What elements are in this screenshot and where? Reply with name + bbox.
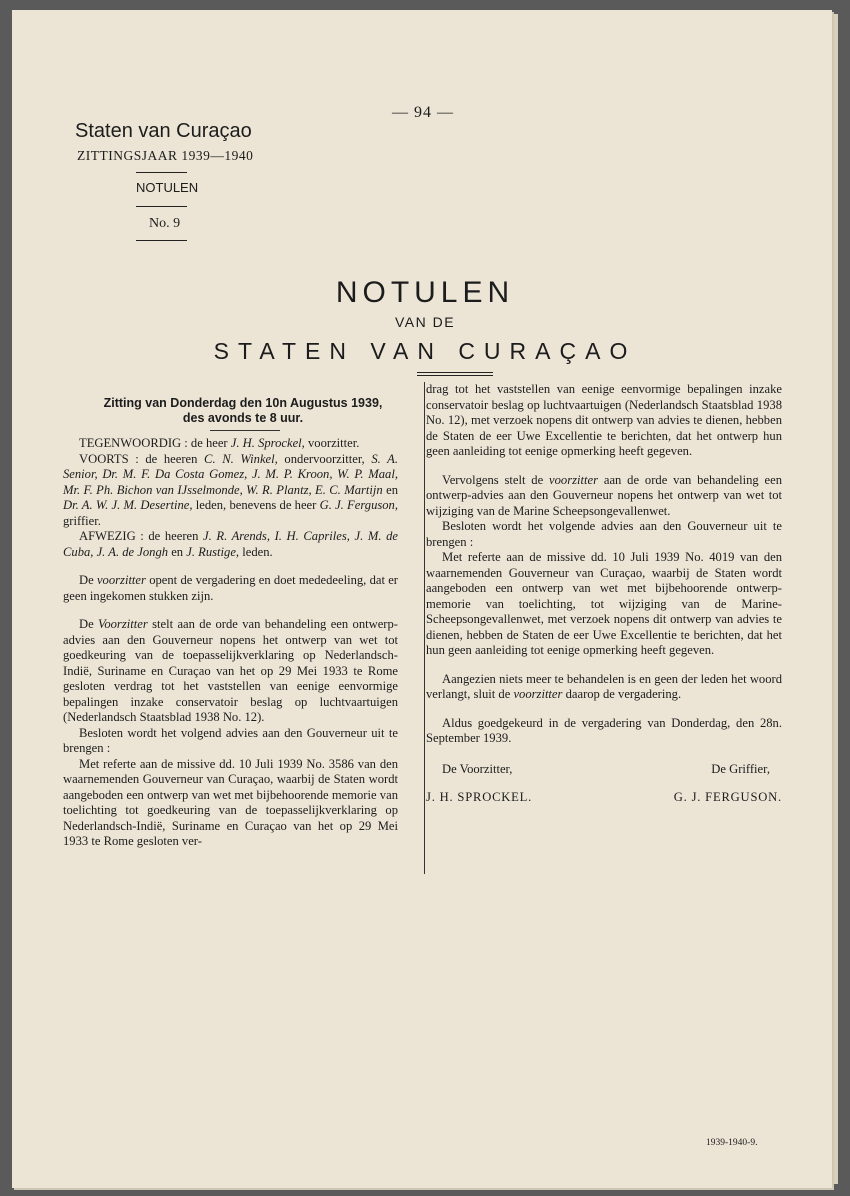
paragraph-decision: Besloten wordt het volgend advies aan den Gouverneur uit te brengen : [63,725,398,755]
column-divider [424,382,425,874]
main-title-staten: STATEN VAN CURAÇAO [213,338,637,364]
session-rule [210,430,280,431]
paragraph-agenda-2: Vervolgens stelt de voorzitter aan de orde van behandeling een ontwerp-advies aan den Gouverneur nopens het ontwerp van wet tot wijziging van de Marine Scheepsongevallenwet. [426,472,782,518]
footer-code: 1939-1940-9. [706,1138,758,1148]
paragraph-advice: Met referte aan de missive dd. 10 Juli 1939 No. 3586 van den waarnemenden Gouverneur van Curaçao, waarbij de Staten wordt aangeboden een ontwerp van wet met bijbehoorende memorie van toelichting tot goedkeuring van de toepasselijkverklaring op Nederlandsch-Indië, Suriname en Curaçao van het op 29 Mei 1933 te Rome gesloten ver- [63,756,398,848]
chairman-role: De Voorzitter, [442,761,513,776]
session-heading [63,396,423,426]
clerk-role: De Griffier, [711,761,770,776]
page-edge [832,14,838,1184]
paragraph-agenda: De Voorzitter stelt aan de orde van behandeling een ontwerp-advies aan den Gouverneur nopens het ontwerp van wet tot goedkeuring van de toepasselijkverklaring op Nederlandsch-Indië, Suriname en Curaçao van het op 29 Mei 1933 te Rome gesloten verdrag tot het vaststellen van eenige eenvormige bepalingen inzake conservatoir beslag op luchtvaartuigen (Nederlandsch Staatsblad 1938 No. 12). [63,617,398,724]
header-rule [136,240,187,241]
clerk-name: G. J. FERGUSON. [673,790,782,804]
signature-names [426,790,782,806]
paragraph-closing: Aangezien niets meer te behandelen is en geen der leden het woord verlangt, sluit de voorzitter daarop de vergadering. [426,671,782,701]
left-column [63,436,398,850]
paragraph-advice-cont: drag tot het vaststellen van eenige eenvormige bepalingen inzake conservatoir beslag op luchtvaartuigen (Nederlandsch Staatsblad 1938 No. 12), met verzoek nopens dit ontwerp van advies te dienen, hebben de Staten de eer Uwe Excellentie te berichten, dat het ontwerp hun geen aanleiding tot eenige opmerking heeft gegeven. [426,382,782,458]
doc-type: NOTULEN [136,180,199,195]
header-rule [136,206,187,207]
doc-number: No. 9 [149,216,181,231]
paragraph-decision-2: Besloten wordt het volgende advies aan den Gouverneur uit te brengen : [426,519,782,549]
chairman-name: J. H. SPROCKEL. [426,790,533,804]
main-subtitle: VAN DE [394,314,456,330]
signature-roles [426,762,782,778]
paragraph-approval: Aldus goedgekeurd in de vergadering van Donderdag, den 28n. September 1939. [426,715,782,745]
session-line: des avonds te 8 uur. [182,411,304,425]
header-rule [136,172,187,173]
title-rule [417,372,493,373]
attendance-present: TEGENWOORDIG : de heer J. H. Sprockel, voorzitter. [79,436,360,450]
page-number: — 94 — [392,104,454,121]
org-title: Staten van Curaçao [75,120,252,142]
attendance-also: VOORTS : de heeren C. N. Winkel, ondervoorzitter, S. A. Senior, Dr. M. F. Da Costa Gomez, J. M. P. Kroon, W. P. Maal, Mr. F. Ph. Bichon van IJsselmonde, W. R. Plantz, E. C. Martijn en Dr. A. W. J. M. Desertine, leden, benevens de heer G. J. Ferguson, griffier. [63,451,399,528]
paragraph-advice-2: Met referte aan de missive dd. 10 Juli 1939 No. 4019 van den waarnemenden Gouverneur van Curaçao, waarbij de Staten wordt aangeboden een ontwerp van wet met bijbehoorende ontwerp-memorie van toelichting, tot wijziging van de Marine-Scheepsongevallenwet, met verzoek nopens dit ontwerp van advies te dienen, hebben de Staten de eer Uwe Excellentie te berichten, dat het hun geen aanleiding tot eenige opmerking heeft gegeven. [426,550,782,657]
session-year: ZITTINGSJAAR 1939—1940 [77,148,254,163]
attendance-absent: AFWEZIG : de heeren J. R. Arends, I. H. Capriles, J. M. de Cuba, J. A. de Jongh en J. Rustige, leden. [63,529,398,559]
title-rule [417,375,493,376]
paragraph-opening: De voorzitter opent de vergadering en doet mededeeling, dat er geen ingekomen stukken zijn. [63,573,399,603]
right-column [426,382,782,806]
main-title: NOTULEN [335,276,515,309]
session-line: Zitting van Donderdag den 10n Augustus 1939, [103,396,383,410]
